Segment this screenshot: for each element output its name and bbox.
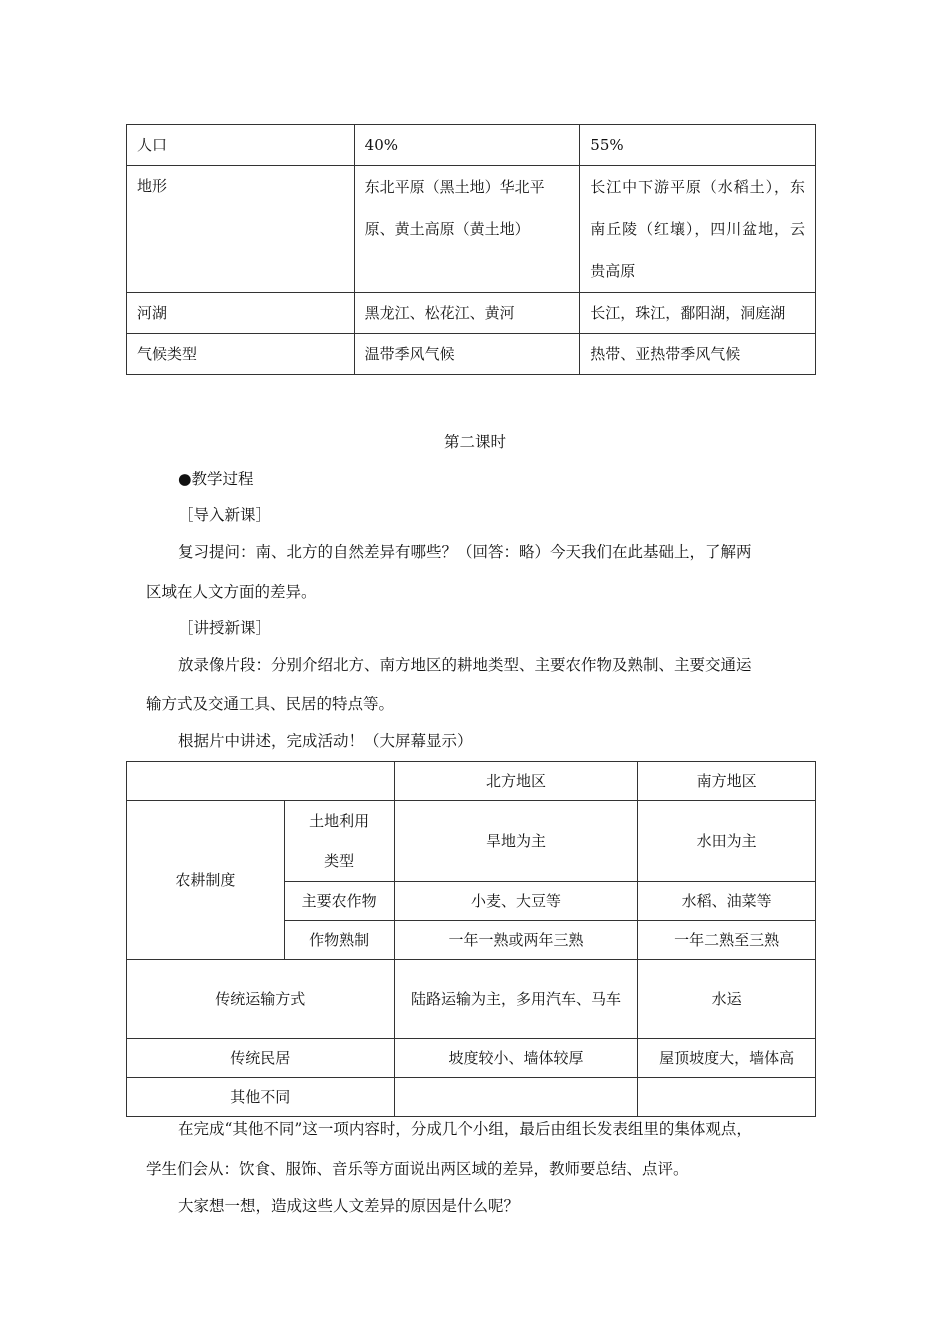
harvest-north: 一年一熟或两年三熟	[394, 921, 638, 960]
table-row	[127, 166, 816, 293]
crops-label: 主要农作物	[284, 882, 394, 921]
row-label: 河湖	[127, 293, 355, 334]
closing-paragraph-line: 在完成“其他不同”这一项内容时，分成几个小组，最后由组长发表组里的集体观点，	[178, 1120, 752, 1138]
row-label: 气候类型	[127, 334, 355, 375]
south-cell: 热带、亚热带季风气候	[580, 334, 816, 375]
closing-question: 大家想一想，造成这些人文差异的原因是什么呢？	[178, 1197, 520, 1215]
housing-south: 屋顶坡度大，墙体高	[638, 1039, 816, 1078]
closing-paragraph-line: 学生们会从：饮食、服饰、音乐等方面说出两区域的差异，教师要总结、点评。	[146, 1160, 689, 1178]
other-north	[394, 1078, 638, 1117]
farming-label: 农耕制度	[127, 801, 285, 960]
table-row	[127, 1039, 816, 1078]
transport-label: 传统运输方式	[127, 960, 395, 1039]
south-cell: 55%	[580, 125, 816, 166]
harvest-label: 作物熟制	[284, 921, 394, 960]
south-cell: 长江中下游平原（水稻土），东南丘陵（红壤），四川盆地，云贵高原	[580, 166, 816, 293]
housing-north: 坡度较小、墙体较厚	[394, 1039, 638, 1078]
south-cell: 长江，珠江，鄱阳湖，洞庭湖	[580, 293, 816, 334]
other-label: 其他不同	[127, 1078, 395, 1117]
video-paragraph-line: 放录像片段：分别介绍北方、南方地区的耕地类型、主要农作物及熟制、主要交通运	[178, 656, 752, 674]
intro-paragraph-line: 区域在人文方面的差异。	[146, 583, 317, 601]
lesson-title: 第二课时	[443, 433, 506, 451]
north-cell: 温带季风气候	[354, 334, 580, 375]
crops-south: 水稻、油菜等	[638, 882, 816, 921]
activity-instruction: 根据片中讲述，完成活动！（大屏幕显示）	[178, 732, 473, 750]
land-use-label: 土地利用类型	[284, 801, 394, 882]
housing-label: 传统民居	[127, 1039, 395, 1078]
land-use-north: 旱地为主	[394, 801, 638, 882]
table-row	[127, 125, 816, 166]
intro-heading: ［导入新课］	[178, 506, 272, 524]
land-use-south: 水田为主	[638, 801, 816, 882]
north-cell: 东北平原（黑土地）华北平原、黄土高原（黄土地）	[354, 166, 580, 293]
harvest-south: 一年二熟至三熟	[638, 921, 816, 960]
north-cell: 黑龙江、松花江、黄河	[354, 293, 580, 334]
table-row	[127, 1078, 816, 1117]
header-blank-cell	[127, 762, 395, 801]
table-row	[127, 334, 816, 375]
row-label: 地形	[127, 166, 355, 293]
north-cell: 40%	[354, 125, 580, 166]
table-row	[127, 801, 816, 882]
north-south-natural-table	[126, 124, 816, 375]
section-heading: ●教学过程	[178, 470, 254, 488]
new-lesson-heading: ［讲授新课］	[178, 619, 272, 637]
table-header-row	[127, 762, 816, 801]
header-north: 北方地区	[394, 762, 638, 801]
transport-north: 陆路运输为主，多用汽车、马车	[394, 960, 638, 1039]
table-row	[127, 293, 816, 334]
table-row	[127, 960, 816, 1039]
intro-paragraph-line: 复习提问：南、北方的自然差异有哪些？（回答：略）今天我们在此基础上，了解两	[178, 543, 752, 561]
other-south	[638, 1078, 816, 1117]
crops-north: 小麦、大豆等	[394, 882, 638, 921]
transport-south: 水运	[638, 960, 816, 1039]
video-paragraph-line: 输方式及交通工具、民居的特点等。	[146, 695, 395, 713]
row-label: 人口	[127, 125, 355, 166]
header-south: 南方地区	[638, 762, 816, 801]
north-south-culture-table	[126, 761, 816, 1117]
